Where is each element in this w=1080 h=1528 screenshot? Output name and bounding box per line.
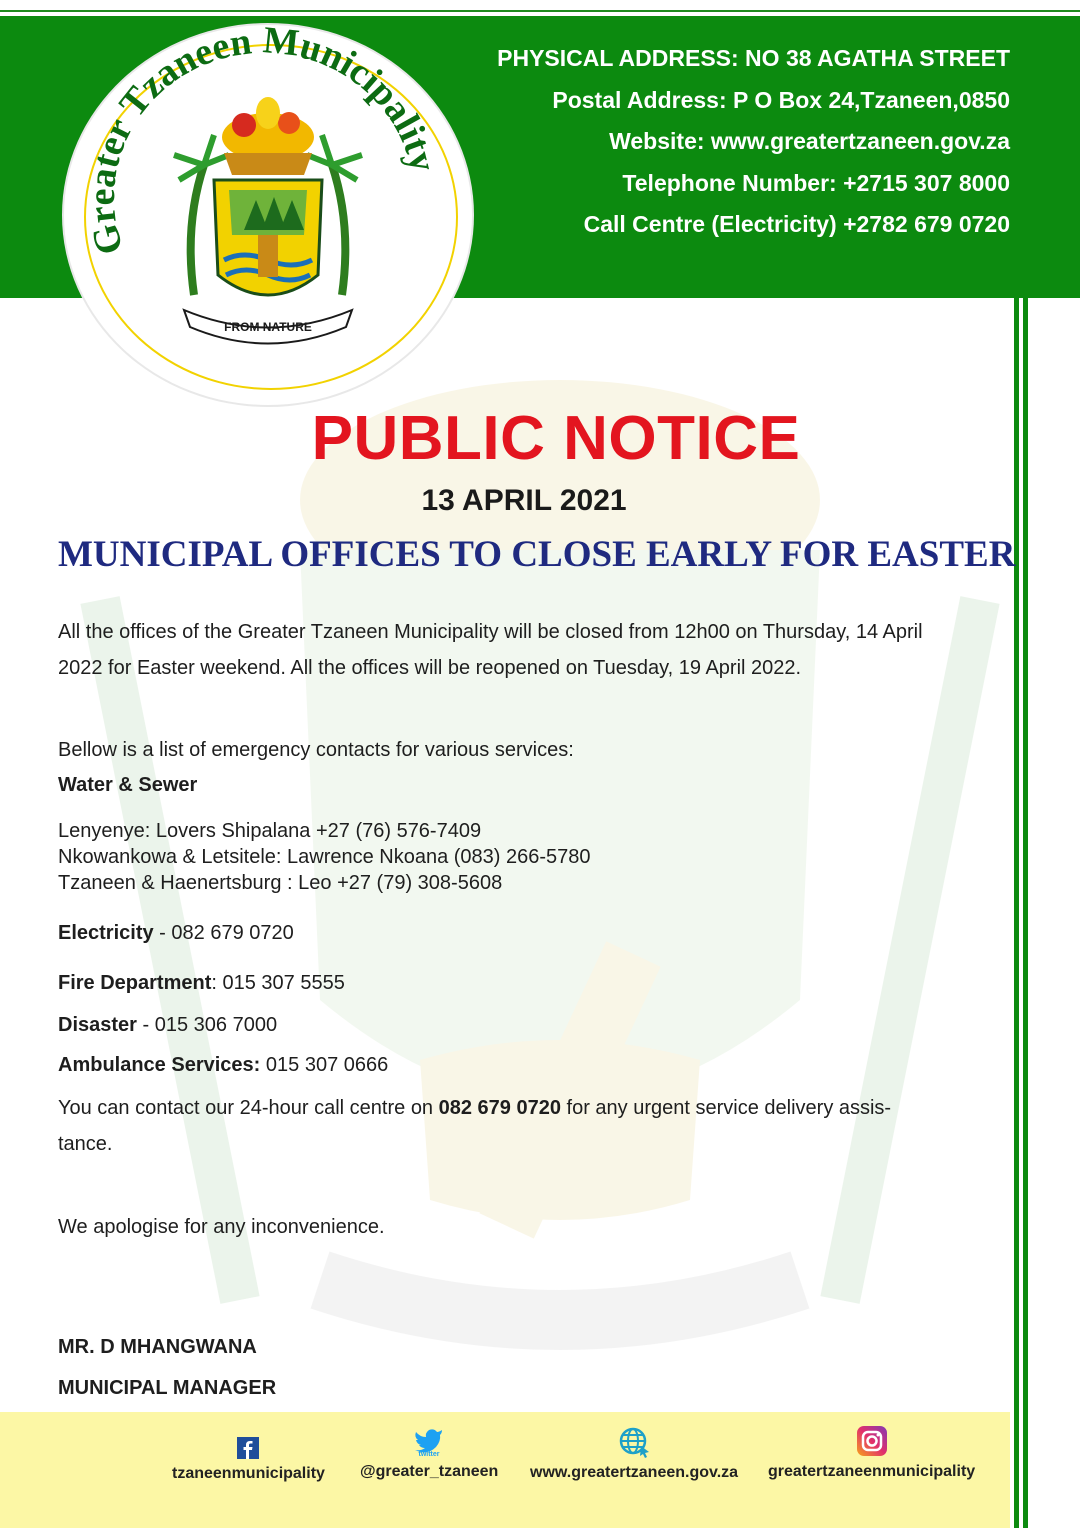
header-contact-block	[497, 38, 1010, 246]
notice-headline: MUNICIPAL OFFICES TO CLOSE EARLY FOR EASTER	[58, 534, 1016, 575]
closure-paragraph: All the offices of the Greater Tzaneen Municipality will be closed from 12h00 on Thursday, 14 April 2022 for Easter weekend. All the offices will be reopened on Tuesday, 19 April 2022.	[58, 621, 923, 679]
website-line: Website: www.greatertzaneen.gov.za	[609, 128, 1010, 154]
service-ambulance: Ambulance Services: 015 307 0666	[58, 1054, 389, 1076]
call-centre-line: Call Centre (Electricity) +2782 679 0720	[583, 211, 1010, 237]
service-fire: Fire Department: 015 307 5555	[58, 972, 345, 994]
contact-line: Lenyenye: Lovers Shipalana +27 (76) 576-7409	[58, 820, 482, 842]
service-electricity: Electricity - 082 679 0720	[58, 922, 294, 944]
logo-motto: FROM NATURE	[224, 320, 312, 334]
contact-line: Nkowankowa & Letsitele: Lawrence Nkoana (083) 266-5780	[58, 846, 591, 868]
page-title: PUBLIC NOTICE	[311, 404, 801, 473]
notice-date: 13 APRIL 2021	[421, 484, 627, 517]
contacts-intro: Bellow is a list of emergency contacts for various services:	[58, 739, 574, 761]
apology-text: We apologise for any inconvenience.	[58, 1216, 385, 1238]
globe-icon	[617, 1426, 651, 1458]
signatory-title: MUNICIPAL MANAGER	[58, 1377, 277, 1399]
website-link[interactable]: www.greatertzaneen.gov.za	[530, 1426, 738, 1482]
telephone-line: Telephone Number: +2715 307 8000	[622, 169, 1010, 196]
service-disaster: Disaster - 015 306 7000	[58, 1014, 278, 1036]
facebook-link[interactable]: tzaneenmunicipality	[172, 1437, 325, 1483]
logo-arc-text: Greater Tzaneen Municipality	[80, 25, 445, 260]
twitter-link[interactable]: twitter @greater_tzaneen	[360, 1425, 498, 1481]
signatory-name: MR. D MHANGWANA	[58, 1336, 257, 1358]
facebook-icon	[237, 1437, 259, 1459]
call-centre-note: You can contact our 24-hour call centre on 082 679 0720 for any urgent service delivery assis- tance.	[58, 1097, 892, 1155]
postal-address: Postal Address: P O Box 24,Tzaneen,0850	[552, 86, 1010, 113]
municipality-crest-logo	[64, 25, 472, 405]
instagram-icon	[856, 1425, 888, 1457]
header-top-line	[0, 10, 1080, 12]
water-sewer-contacts	[58, 818, 591, 896]
instagram-link[interactable]: greatertzaneenmunicipality	[768, 1425, 975, 1481]
twitter-icon	[412, 1425, 446, 1457]
svg-text:twitter: twitter	[418, 1451, 440, 1457]
water-sewer-heading: Water & Sewer	[58, 774, 198, 796]
physical-address: PHYSICAL ADDRESS: NO 38 AGATHA STREET	[497, 45, 1010, 71]
contact-line: Tzaneen & Haenertsburg : Leo +27 (79) 308-5608	[58, 872, 503, 894]
